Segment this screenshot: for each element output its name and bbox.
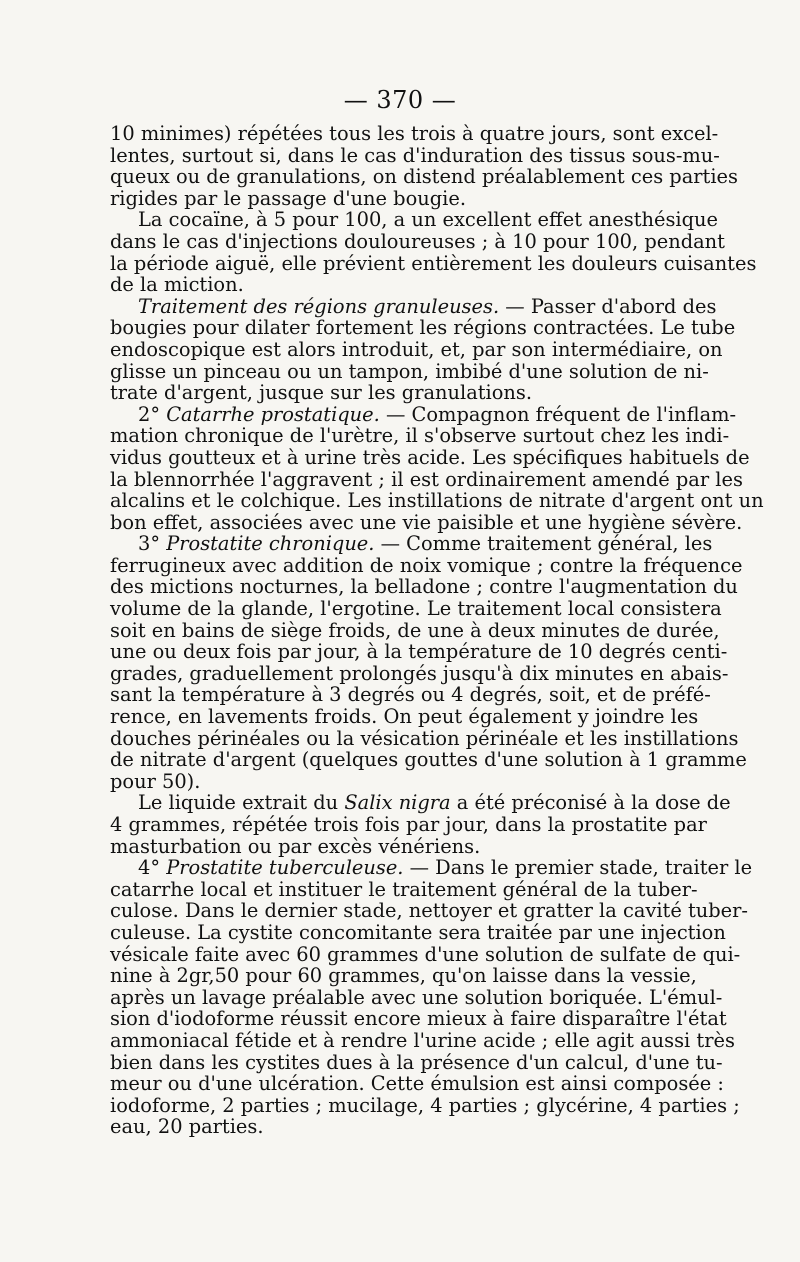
body-text (110, 122, 764, 1139)
line-text: mation chronique de l'urètre, il s'observe surtout chez les indi- (110, 424, 730, 448)
line-prefix: 2° (138, 402, 167, 426)
text-line (110, 510, 743, 534)
text-line (110, 618, 720, 642)
text-line (110, 445, 750, 469)
line-text: lentes, surtout si, dans le cas d'induration des tissus sous-mu- (110, 143, 720, 167)
line-prefix: Le liquide extrait du (138, 791, 345, 815)
line-text: eau, 20 parties. (110, 1115, 264, 1139)
text-line (110, 575, 738, 599)
text-line (110, 532, 713, 556)
line-text: glisse un pinceau ou un tampon, imbibé d'une solution de ni- (110, 359, 709, 383)
text-line (110, 382, 694, 404)
text-line (110, 856, 753, 880)
line-text: de la miction. (110, 273, 244, 297)
line-text: a été préconisé à la dose de (450, 791, 731, 815)
text-line (110, 964, 697, 988)
text-line (110, 553, 743, 577)
text-line (110, 208, 718, 232)
line-text: pour 50). (110, 769, 201, 793)
line-text: 4 grammes, répétée trois fois par jour, dans la prostatite par (110, 813, 707, 836)
text-line (110, 489, 764, 513)
text-line (110, 705, 699, 729)
italic-heading: Traitement des régions granuleuses. (138, 294, 500, 318)
italic-heading: Salix nigra (344, 791, 451, 815)
line-text: une ou deux fois par jour, à la température de 10 degrés centi- (110, 640, 728, 664)
text-line (110, 143, 720, 167)
text-line (110, 877, 698, 901)
line-text: dans le cas d'injections douloureuses ; à 10 pour 100, pendant (110, 229, 725, 253)
text-line (110, 597, 722, 621)
text-line (110, 467, 743, 491)
italic-heading: Prostatite chronique. (166, 532, 375, 556)
line-text: iodoforme, 2 parties ; mucilage, 4 parties ; glycérine, 4 parties ; (110, 1093, 740, 1117)
text-line (110, 359, 709, 383)
line-text: soit en bains de siège froids, de une à deux minutes de durée, (110, 618, 720, 642)
line-text: endoscopique est alors introduit, et, par son intermédiaire, on (110, 337, 723, 361)
line-text: sant la température à 3 degrés ou 4 degrés, soit, et de préfé- (110, 683, 711, 707)
text-line (110, 661, 729, 685)
line-text: nine à 2gr,50 pour 60 grammes, qu'on laisse dans la vessie, (110, 964, 697, 988)
line-text: ammoniacal fétide et à rendre l'urine acide ; elle agit aussi très (110, 1028, 735, 1052)
text-line (110, 683, 711, 707)
line-text: la blennorrhée l'aggravent ; il est ordinairement amendé par les (110, 467, 743, 491)
line-text: de nitrate d'argent (quelques gouttes d'une solution à 1 gramme (110, 748, 747, 772)
line-text: culeuse. La cystite concomitante sera traitée par une injection (110, 920, 726, 944)
line-text: 10 minimes) répétées tous les trois à quatre jours, sont excel- (110, 122, 719, 145)
text-line (110, 1028, 735, 1052)
line-text: la période aiguë, elle prévient entièrement les douleurs cuisantes (110, 251, 757, 275)
line-text: ferrugineux avec addition de noix vomique ; contre la fréquence (110, 553, 743, 577)
line-text: catarrhe local et instituer le traitement général de la tuber- (110, 877, 698, 901)
line-text: volume de la glande, l'ergotine. Le traitement local consistera (110, 597, 722, 621)
line-text: meur ou d'une ulcération. Cette émulsion est ainsi composée : (110, 1072, 724, 1096)
text-line (110, 771, 694, 793)
line-text: trate d'argent, jusque sur les granulations. (110, 381, 533, 405)
line-text: des mictions nocturnes, la belladone ; contre l'augmentation du (110, 575, 738, 599)
page-number: — 370 — (343, 86, 457, 114)
text-line (110, 836, 694, 858)
text-line (110, 229, 725, 253)
line-text: — Comme traitement général, les (374, 532, 713, 556)
line-text: culose. Dans le dernier stade, nettoyer et gratter la cavité tuber- (110, 899, 748, 923)
line-text: rence, en lavements froids. On peut également y joindre les (110, 705, 699, 729)
line-text: bougies pour dilater fortement les régions contractées. Le tube (110, 316, 736, 340)
line-text: alcalins et le colchique. Les instillations de nitrate d'argent ont un (110, 489, 764, 513)
line-text: grades, graduellement prolongés jusqu'à dix minutes en abais- (110, 661, 729, 685)
line-text: vésicale faite avec 60 grammes d'une solution de sulfate de qui- (110, 942, 741, 966)
line-text: après un lavage préalable avec une solution boriquée. L'émul- (110, 985, 723, 1009)
text-line (110, 920, 726, 944)
line-prefix: 4° (138, 856, 167, 880)
text-line (110, 726, 739, 750)
line-text: vidus goutteux et à urine très acide. Les spécifiques habituels de (110, 445, 750, 469)
text-line (110, 985, 723, 1009)
line-prefix: 3° (138, 532, 167, 556)
text-line (110, 316, 736, 340)
text-line (110, 402, 737, 426)
text-line (110, 122, 719, 145)
italic-heading: Catarrhe prostatique. (166, 402, 380, 426)
line-text: masturbation ou par excès vénériens. (110, 834, 481, 858)
text-line (110, 424, 730, 448)
text-line (110, 294, 717, 318)
line-text: sion d'iodoforme réussit encore mieux à faire disparaître l'état (110, 1007, 727, 1031)
text-line (110, 1050, 723, 1074)
text-line (110, 748, 747, 772)
text-line (110, 1093, 740, 1117)
text-line (110, 942, 741, 966)
text-line (110, 337, 723, 361)
line-text: — Dans le premier stade, traiter le (403, 856, 753, 880)
line-text: queux ou de granulations, on distend préalablement ces parties (110, 165, 738, 189)
line-text: — Passer d'abord des (499, 294, 717, 318)
text-line (110, 791, 731, 815)
text-line (110, 1007, 727, 1031)
line-text: rigides par le passage d'une bougie. (110, 186, 467, 210)
text-line (110, 274, 694, 296)
line-text: La cocaïne, à 5 pour 100, a un excellent effet anesthésique (138, 208, 718, 232)
italic-heading: Prostatite tuberculeuse. (166, 856, 404, 880)
line-text: douches périnéales ou la vésication périnéale et les instillations (110, 726, 739, 750)
text-line (110, 640, 728, 664)
text-line (110, 1116, 694, 1138)
text-line (110, 188, 694, 210)
text-line (110, 251, 757, 275)
text-line (110, 813, 707, 836)
text-line (110, 1072, 724, 1096)
line-text: bon effet, associées avec une vie paisible et une hygiène sévère. (110, 510, 743, 534)
line-text: bien dans les cystites dues à la présence d'un calcul, d'une tu- (110, 1050, 723, 1074)
line-text: — Compagnon fréquent de l'inflam- (379, 402, 737, 426)
text-line (110, 165, 738, 189)
text-line (110, 899, 748, 923)
